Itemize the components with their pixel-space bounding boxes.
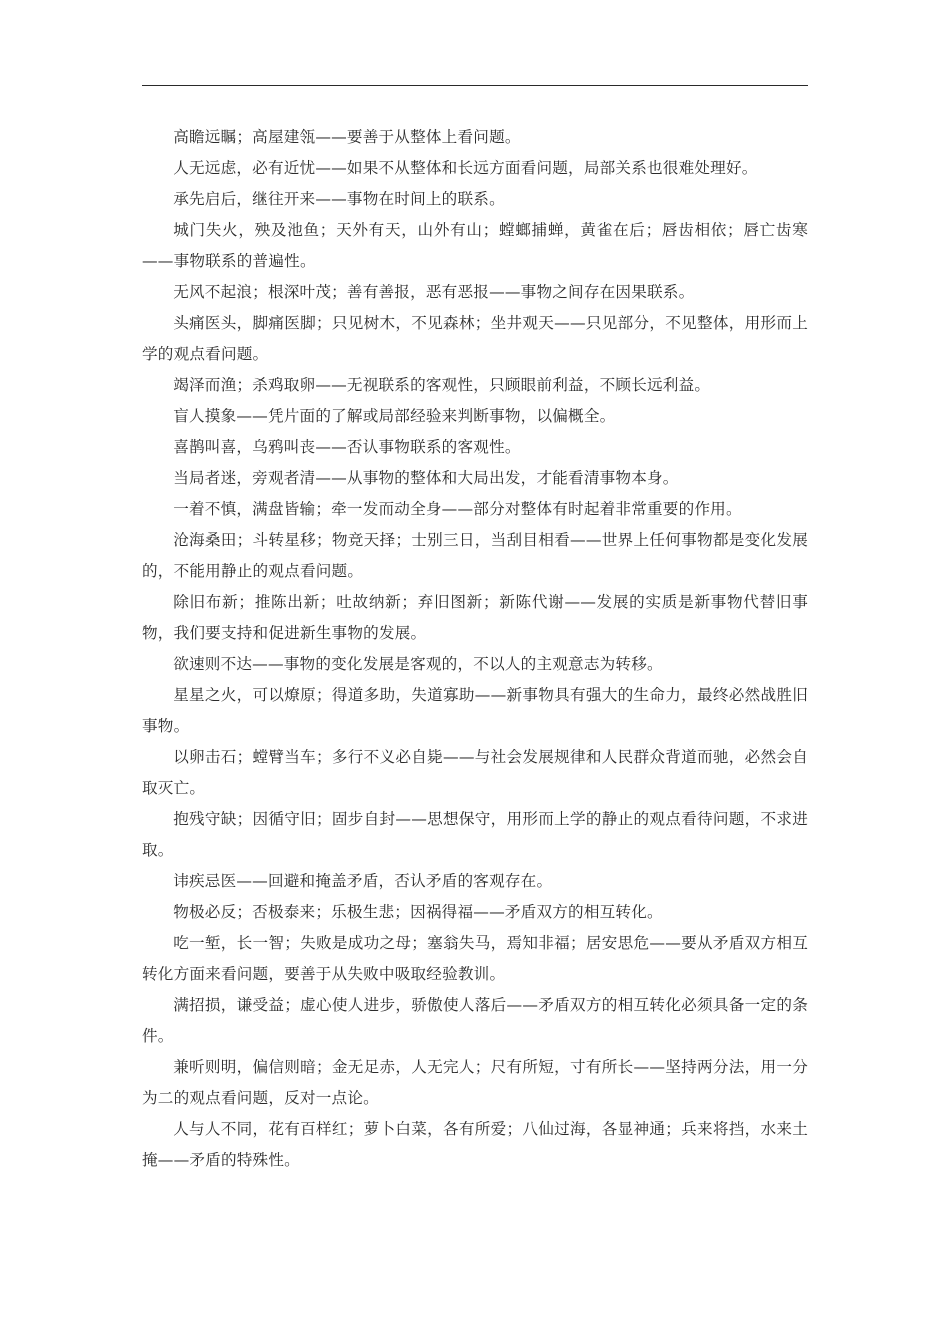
paragraph: 人与人不同，花有百样红；萝卜白菜，各有所爱；八仙过海，各显神通；兵来将挡，水来土掩——矛盾的特殊性。 <box>142 1120 808 1169</box>
paragraph: 一着不慎，满盘皆输；牵一发而动全身——部分对整体有时起着非常重要的作用。 <box>173 500 742 518</box>
paragraph: 盲人摸象——凭片面的了解或局部经验来判断事物，以偏概全。 <box>173 407 616 425</box>
paragraph: 以卵击石；螳臂当车；多行不义必自毙——与社会发展规律和人民群众背道而驰，必然会自取灭亡。 <box>142 748 808 797</box>
paragraph: 物极必反；否极泰来；乐极生悲；因祸得福——矛盾双方的相互转化。 <box>173 903 663 921</box>
paragraph: 欲速则不达——事物的变化发展是客观的，不以人的主观意志为转移。 <box>173 655 663 673</box>
paragraph: 承先启后，继往开来——事物在时间上的联系。 <box>173 190 505 208</box>
paragraph: 兼听则明，偏信则暗；金无足赤，人无完人；尺有所短，寸有所长——坚持两分法，用一分为二的观点看问题，反对一点论。 <box>142 1058 808 1107</box>
paragraph: 吃一堑，长一智；失败是成功之母；塞翁失马，焉知非福；居安思危——要从矛盾双方相互转化方面来看问题，要善于从失败中吸取经验教训。 <box>142 934 808 983</box>
paragraph: 竭泽而渔；杀鸡取卵——无视联系的客观性，只顾眼前利益，不顾长远利益。 <box>173 376 711 394</box>
paragraph: 讳疾忌医——回避和掩盖矛盾，否认矛盾的客观存在。 <box>173 872 553 890</box>
document-body <box>142 122 808 1176</box>
paragraph: 星星之火，可以燎原；得道多助，失道寡助——新事物具有强大的生命力，最终必然战胜旧事物。 <box>142 686 808 735</box>
paragraph: 当局者迷，旁观者清——从事物的整体和大局出发，才能看清事物本身。 <box>173 469 679 487</box>
paragraph: 高瞻远瞩；高屋建瓴——要善于从整体上看问题。 <box>173 128 521 146</box>
paragraph: 除旧布新；推陈出新；吐故纳新；弃旧图新；新陈代谢——发展的实质是新事物代替旧事物，我们要支持和促进新生事物的发展。 <box>142 593 808 642</box>
paragraph: 抱残守缺；因循守旧；固步自封——思想保守，用形而上学的静止的观点看待问题，不求进取。 <box>142 810 808 859</box>
paragraph: 城门失火，殃及池鱼；天外有天，山外有山；螳螂捕蝉，黄雀在后；唇齿相依；唇亡齿寒——事物联系的普遍性。 <box>142 221 808 270</box>
header-rule <box>142 85 808 86</box>
paragraph: 喜鹊叫喜，乌鸦叫丧——否认事物联系的客观性。 <box>173 438 521 456</box>
paragraph: 沧海桑田；斗转星移；物竞天择；士别三日，当刮目相看——世界上任何事物都是变化发展的，不能用静止的观点看问题。 <box>142 531 808 580</box>
paragraph: 满招损，谦受益；虚心使人进步，骄傲使人落后——矛盾双方的相互转化必须具备一定的条件。 <box>142 996 808 1045</box>
paragraph: 头痛医头，脚痛医脚；只见树木，不见森林；坐井观天——只见部分，不见整体，用形而上学的观点看问题。 <box>142 314 808 363</box>
paragraph: 无风不起浪；根深叶茂；善有善报，恶有恶报——事物之间存在因果联系。 <box>173 283 695 301</box>
paragraph: 人无远虑，必有近忧——如果不从整体和长远方面看问题，局部关系也很难处理好。 <box>173 159 758 177</box>
